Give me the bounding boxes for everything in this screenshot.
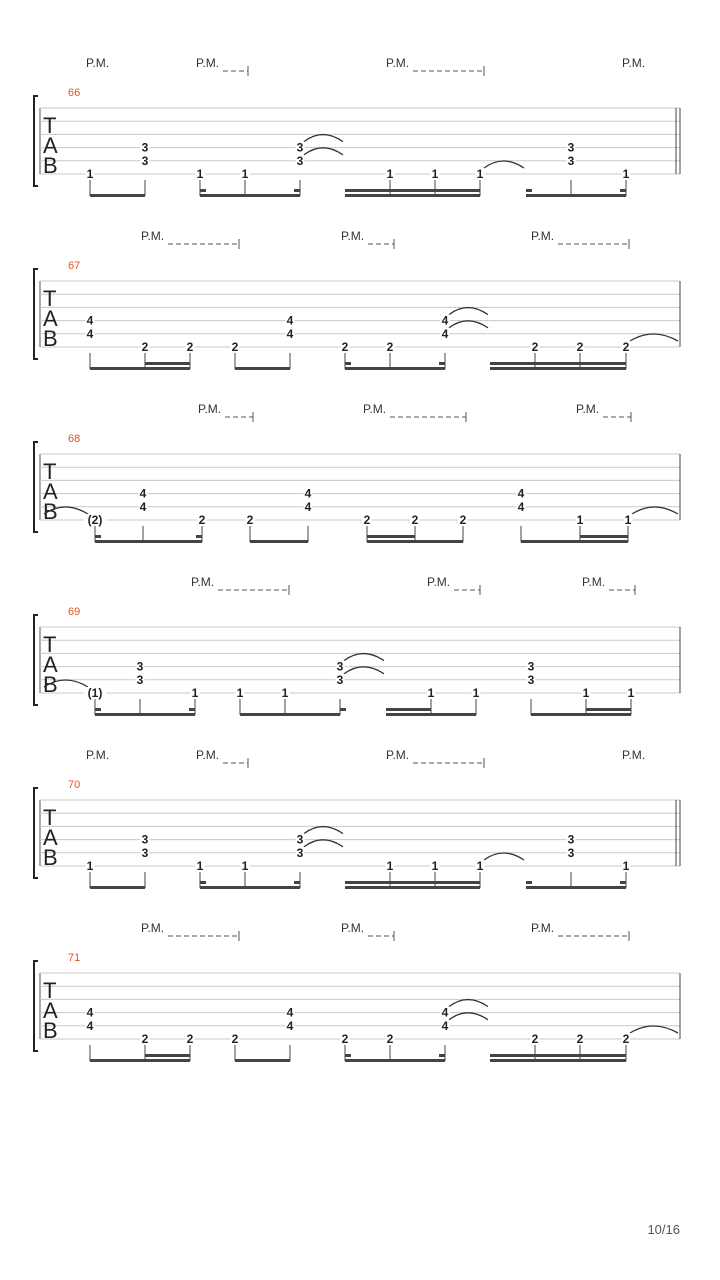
fret-number: 4: [86, 1005, 94, 1020]
tab-letter: A: [43, 998, 58, 1023]
partial-beam: [294, 881, 300, 884]
measure-number: 70: [68, 779, 81, 791]
fret-number: (2): [87, 513, 103, 527]
fret-number: 4: [86, 326, 94, 341]
beam-secondary: [145, 1054, 190, 1057]
partial-beam: [620, 881, 626, 884]
fret-number: 3: [296, 832, 304, 847]
fret-number: 1: [241, 859, 249, 873]
partial-beam: [526, 189, 532, 192]
fret-number: 2: [459, 513, 467, 527]
beam: [95, 713, 195, 716]
fret-number: 3: [567, 153, 575, 168]
fret-number: 3: [527, 659, 535, 674]
system-bracket: [34, 961, 38, 1051]
tab-letter: A: [43, 306, 58, 331]
page-number: 10/16: [647, 1222, 680, 1237]
beam: [145, 1059, 190, 1062]
palm-mute-label: P.M.: [341, 921, 365, 935]
measure-number: 68: [68, 433, 81, 445]
fret-number: 1: [627, 686, 635, 700]
beam: [95, 540, 202, 543]
tab-letter: A: [43, 652, 58, 677]
beam: [367, 540, 415, 543]
system-bracket: [34, 96, 38, 186]
system-bracket: [34, 269, 38, 359]
tie-arc: [449, 321, 488, 328]
fret-number: 3: [336, 672, 344, 687]
palm-mute-label: P.M.: [341, 229, 365, 243]
tie-arc: [344, 667, 384, 674]
beam: [526, 194, 626, 197]
beam-secondary: [580, 535, 628, 538]
beam: [586, 713, 631, 716]
fret-number: 1: [241, 167, 249, 181]
fret-number: 1: [622, 167, 630, 181]
fret-number: 4: [286, 326, 294, 341]
tie-arc: [484, 161, 524, 168]
fret-number: 3: [296, 845, 304, 860]
beam: [345, 367, 445, 370]
fret-number: 1: [86, 167, 94, 181]
tab-system: [34, 575, 680, 716]
tie-arc: [304, 148, 343, 155]
fret-number: 1: [281, 686, 289, 700]
beam-secondary: [586, 708, 631, 711]
fret-number: 2: [231, 1032, 239, 1046]
tab-system: [34, 748, 680, 889]
fret-number: 1: [476, 859, 484, 873]
tab-letter: B: [43, 499, 58, 524]
fret-number: 2: [531, 1032, 539, 1046]
fret-number: 2: [186, 340, 194, 354]
fret-number: 4: [441, 1018, 449, 1033]
palm-mute-label: P.M.: [386, 56, 410, 70]
beam: [145, 367, 190, 370]
palm-mute-label: P.M.: [196, 748, 220, 762]
beam: [345, 194, 480, 197]
partial-beam: [340, 708, 346, 711]
tab-letter: B: [43, 845, 58, 870]
fret-number: 4: [304, 499, 312, 514]
partial-beam: [189, 708, 195, 711]
palm-mute-label: P.M.: [86, 748, 110, 762]
partial-beam: [620, 189, 626, 192]
palm-mute-label: P.M.: [191, 575, 215, 589]
tab-letter: T: [43, 459, 57, 484]
fret-number: 2: [186, 1032, 194, 1046]
palm-mute-label: P.M.: [196, 56, 220, 70]
fret-number: 2: [141, 1032, 149, 1046]
fret-number: 1: [191, 686, 199, 700]
tie-arc: [449, 308, 488, 315]
tie-arc: [449, 1000, 488, 1007]
tab-letter: B: [43, 672, 58, 697]
tie-arc: [304, 827, 343, 834]
fret-number: 2: [198, 513, 206, 527]
fret-number: 3: [567, 832, 575, 847]
tab-letter: A: [43, 479, 58, 504]
fret-number: 1: [86, 859, 94, 873]
fret-number: 2: [576, 1032, 584, 1046]
palm-mute-label: P.M.: [531, 921, 555, 935]
tab-system: [34, 229, 680, 370]
partial-beam: [345, 362, 351, 365]
palm-mute-label: P.M.: [141, 921, 165, 935]
beam-secondary: [345, 881, 480, 884]
fret-number: 4: [304, 486, 312, 501]
tab-system: [34, 921, 680, 1062]
beam: [235, 1059, 290, 1062]
fret-number: 2: [386, 340, 394, 354]
tie-arc: [449, 1013, 488, 1020]
measure-number: 69: [68, 606, 81, 618]
fret-number: 1: [386, 859, 394, 873]
measure-number: 71: [68, 952, 81, 964]
fret-number: 4: [86, 1018, 94, 1033]
fret-number: 2: [576, 340, 584, 354]
fret-number: 2: [531, 340, 539, 354]
fret-number: 1: [431, 167, 439, 181]
fret-number: 1: [582, 686, 590, 700]
beam-secondary: [386, 708, 431, 711]
tie-arc: [304, 840, 343, 847]
palm-mute-label: P.M.: [86, 56, 110, 70]
fret-number: 3: [527, 672, 535, 687]
measure-number: 67: [68, 260, 81, 272]
palm-mute-label: P.M.: [622, 56, 646, 70]
beam: [200, 194, 300, 197]
tab-letter: T: [43, 632, 57, 657]
beam: [240, 713, 340, 716]
fret-number: 1: [476, 167, 484, 181]
fret-number: 1: [431, 859, 439, 873]
fret-number: 2: [141, 340, 149, 354]
fret-number: 3: [136, 672, 144, 687]
fret-number: 3: [141, 845, 149, 860]
fret-number: 1: [624, 513, 632, 527]
palm-mute-label: P.M.: [582, 575, 606, 589]
tab-letter: A: [43, 133, 58, 158]
partial-beam: [345, 1054, 351, 1057]
fret-number: 4: [441, 313, 449, 328]
partial-beam: [200, 881, 206, 884]
beam: [386, 713, 431, 716]
fret-number: 4: [139, 486, 147, 501]
tab-letter: T: [43, 286, 57, 311]
tab-letter: A: [43, 825, 58, 850]
tie-arc: [344, 654, 384, 661]
fret-number: 1: [386, 167, 394, 181]
tab-letter: T: [43, 113, 57, 138]
fret-number: 3: [296, 153, 304, 168]
fret-number: (1): [87, 686, 103, 700]
fret-number: 1: [196, 167, 204, 181]
fret-number: 3: [296, 140, 304, 155]
partial-beam: [439, 362, 445, 365]
beam: [526, 886, 626, 889]
fret-number: 2: [231, 340, 239, 354]
partial-beam: [95, 708, 101, 711]
fret-number: 4: [517, 499, 525, 514]
tab-letter: T: [43, 805, 57, 830]
beam-secondary: [145, 362, 190, 365]
fret-number: 4: [286, 313, 294, 328]
fret-number: 4: [441, 326, 449, 341]
partial-beam: [95, 535, 101, 538]
palm-mute-label: P.M.: [622, 748, 646, 762]
system-bracket: [34, 615, 38, 705]
beam: [250, 540, 308, 543]
beam: [490, 367, 626, 370]
palm-mute-label: P.M.: [427, 575, 451, 589]
beam: [490, 1059, 626, 1062]
fret-number: 4: [86, 313, 94, 328]
fret-number: 3: [141, 832, 149, 847]
fret-number: 4: [286, 1018, 294, 1033]
fret-number: 3: [136, 659, 144, 674]
partial-beam: [526, 881, 532, 884]
tab-letter: B: [43, 153, 58, 178]
partial-beam: [294, 189, 300, 192]
beam: [345, 1059, 445, 1062]
fret-number: 1: [427, 686, 435, 700]
palm-mute-label: P.M.: [141, 229, 165, 243]
beam-secondary: [490, 362, 626, 365]
fret-number: 3: [567, 140, 575, 155]
fret-number: 1: [196, 859, 204, 873]
palm-mute-label: P.M.: [531, 229, 555, 243]
fret-number: 2: [246, 513, 254, 527]
beam-secondary: [490, 1054, 626, 1057]
fret-number: 3: [141, 140, 149, 155]
beam-secondary: [367, 535, 415, 538]
tie-arc: [630, 334, 678, 341]
fret-number: 1: [622, 859, 630, 873]
palm-mute-label: P.M.: [198, 402, 222, 416]
tie-arc: [484, 853, 524, 860]
tie-arc: [630, 1026, 678, 1033]
tab-letter: B: [43, 326, 58, 351]
fret-number: 2: [363, 513, 371, 527]
fret-number: 1: [236, 686, 244, 700]
tab-system: [34, 56, 680, 197]
fret-number: 3: [141, 153, 149, 168]
partial-beam: [196, 535, 202, 538]
beam: [235, 367, 290, 370]
partial-beam: [439, 1054, 445, 1057]
beam: [90, 886, 145, 889]
system-bracket: [34, 442, 38, 532]
fret-number: 3: [336, 659, 344, 674]
tab-system: [34, 402, 680, 543]
fret-number: 4: [441, 1005, 449, 1020]
fret-number: 4: [286, 1005, 294, 1020]
fret-number: 4: [517, 486, 525, 501]
fret-number: 2: [411, 513, 419, 527]
fret-number: 2: [386, 1032, 394, 1046]
beam: [580, 540, 628, 543]
system-bracket: [34, 788, 38, 878]
fret-number: 1: [576, 513, 584, 527]
fret-number: 2: [341, 340, 349, 354]
beam: [200, 886, 300, 889]
palm-mute-label: P.M.: [386, 748, 410, 762]
beam: [90, 194, 145, 197]
palm-mute-label: P.M.: [363, 402, 387, 416]
fret-number: 1: [472, 686, 480, 700]
beam-secondary: [345, 189, 480, 192]
fret-number: 4: [139, 499, 147, 514]
fret-number: 3: [567, 845, 575, 860]
fret-number: 2: [622, 1032, 630, 1046]
beam: [345, 886, 480, 889]
fret-number: 2: [341, 1032, 349, 1046]
tie-arc: [632, 507, 678, 514]
partial-beam: [200, 189, 206, 192]
measure-number: 66: [68, 87, 81, 99]
tab-letter: B: [43, 1018, 58, 1043]
palm-mute-label: P.M.: [576, 402, 600, 416]
fret-number: 2: [622, 340, 630, 354]
tab-letter: T: [43, 978, 57, 1003]
tie-arc: [304, 135, 343, 142]
